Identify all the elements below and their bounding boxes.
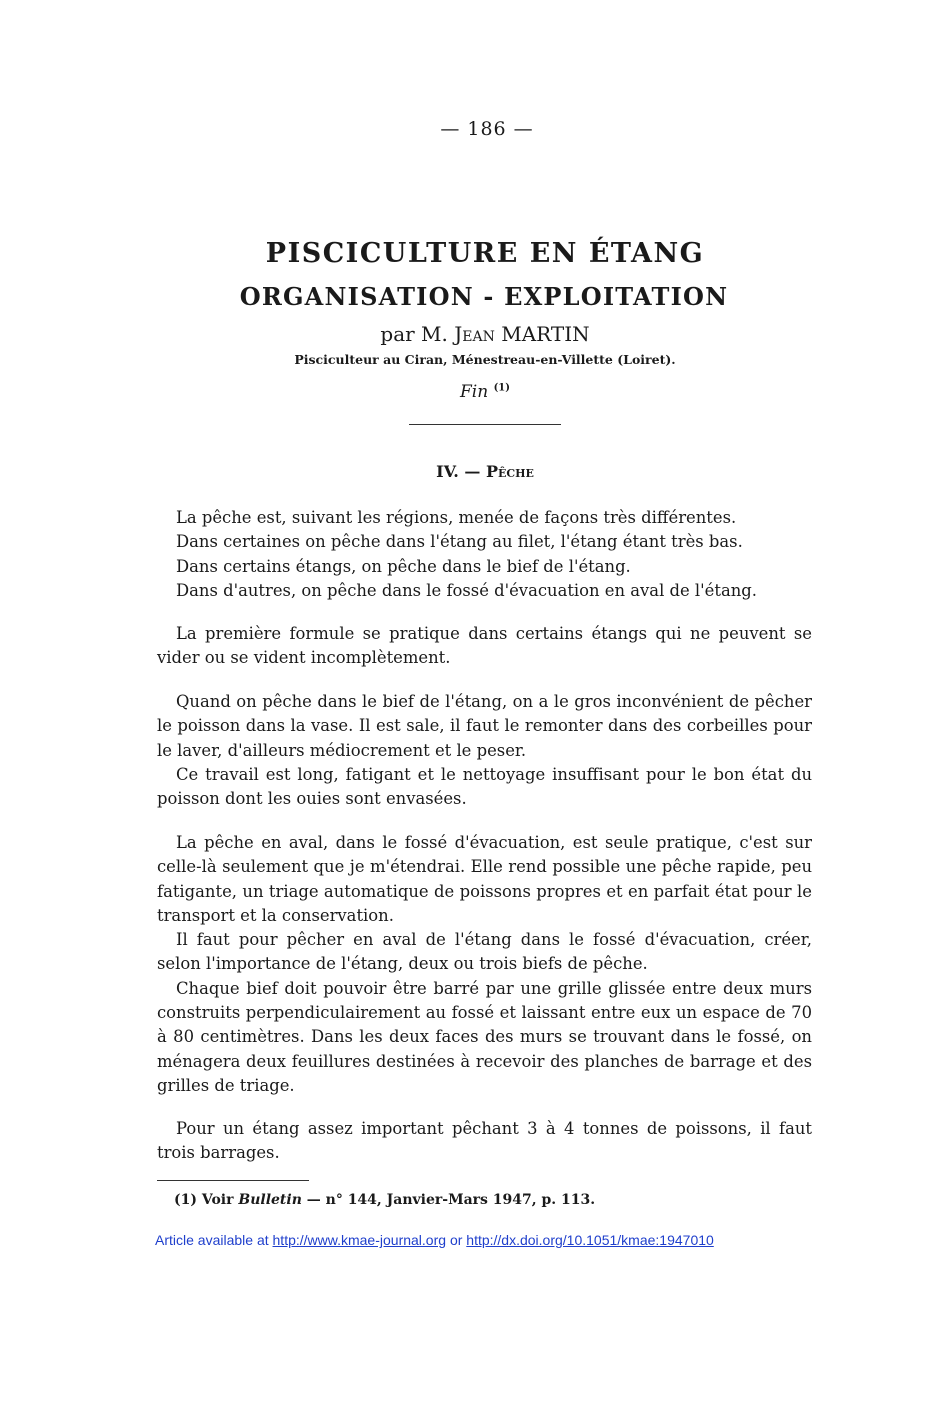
intro-block: [157, 506, 812, 603]
paragraph: Pour un étang assez important pêchant 3 à 4 tonnes de poissons, il faut trois barrages.: [157, 1119, 812, 1163]
article-link-middle: or: [449, 1232, 463, 1248]
footnote-journal: Bulletin: [238, 1192, 302, 1208]
paragraph: Il faut pour pêcher en aval de l'étang dans le fossé d'évacuation, créer, selon l'importance de l'étang, deux ou trois biefs de pêche.: [157, 930, 812, 974]
footnote-marker: (1) Voir: [174, 1192, 234, 1208]
author-affiliation: Pisciculteur au Ciran, Ménestreau-en-Villette (Loiret).: [294, 352, 676, 367]
intro-line: Dans d'autres, on pêche dans le fossé d'évacuation en aval de l'étang.: [176, 580, 757, 600]
page-number: — 186 —: [440, 118, 534, 140]
article-availability: [155, 1232, 714, 1248]
intro-line: La pêche est, suivant les régions, menée de façons très différentes.: [176, 508, 737, 527]
author-first-name: Jean: [454, 322, 495, 346]
paragraph: La première formule se pratique dans certains étangs qui ne peuvent se vider ou se vident incomplètement.: [157, 624, 812, 668]
section-title: Pêche: [485, 462, 534, 481]
fin-label: [0, 382, 930, 402]
article-title: PISCICULTURE EN ÉTANG: [265, 238, 705, 269]
footnote-divider: [157, 1180, 309, 1181]
intro-line: Dans certaines on pêche dans l'étang au filet, l'étang étant très bas.: [176, 532, 743, 552]
section-heading: [0, 462, 930, 481]
section-number: IV. —: [436, 462, 481, 481]
paragraph-bief-fishing: [157, 690, 812, 811]
intro-line: Dans certains étangs, on pêche dans le bief de l'étang.: [176, 556, 631, 576]
paragraph: Chaque bief doit pouvoir être barré par une grille glissée entre deux murs construits perpendiculairement au fossé et laissant entre eux un espace de 70 à 80 centimètres. Dans les deux faces des murs se trouvant dans le fossé, on ménagera deux feuillures destinées à recevoir des planches de barrage et des grilles de triage.: [157, 978, 812, 1095]
paragraph-aval-fishing: [157, 831, 812, 1098]
paragraph-first-formula: [157, 622, 812, 671]
paragraph: La pêche en aval, dans le fossé d'évacuation, est seule pratique, c'est sur celle-là seulement que je m'étendrai. Elle rend possible une pêche rapide, peu fatigante, un triage automatique de poissons propres et en parfait état pour le transport et la conservation.: [157, 833, 812, 925]
journal-link[interactable]: http://www.kmae-journal.org: [272, 1232, 447, 1248]
footnote: [174, 1192, 595, 1208]
author-last-name: MARTIN: [501, 322, 590, 346]
footnote-rest: — n° 144, Janvier-Mars 1947, p. 113.: [306, 1192, 596, 1208]
paragraph: Ce travail est long, fatigant et le nettoyage insuffisant pour le bon état du poisson dont les ouies sont envasées.: [157, 764, 812, 809]
doi-link[interactable]: http://dx.doi.org/10.1051/kmae:1947010: [466, 1232, 714, 1248]
paragraph: Quand on pêche dans le bief de l'étang, on a le gros inconvénient de pêcher le poisson dans la vase. Il est sale, il faut le remonter dans des corbeilles pour le laver, d'ailleurs médiocrement et le peser.: [157, 692, 812, 760]
paragraph-barrages: [157, 1117, 812, 1166]
article-link-prefix: Article available at: [155, 1232, 269, 1248]
title-divider: [409, 424, 561, 425]
article-subtitle: ORGANISATION - EXPLOITATION: [239, 282, 729, 311]
byline-prefix: par M.: [380, 322, 448, 346]
fin-text: Fin: [459, 382, 489, 402]
byline: [0, 322, 930, 346]
fin-note-ref: (1): [493, 382, 510, 394]
